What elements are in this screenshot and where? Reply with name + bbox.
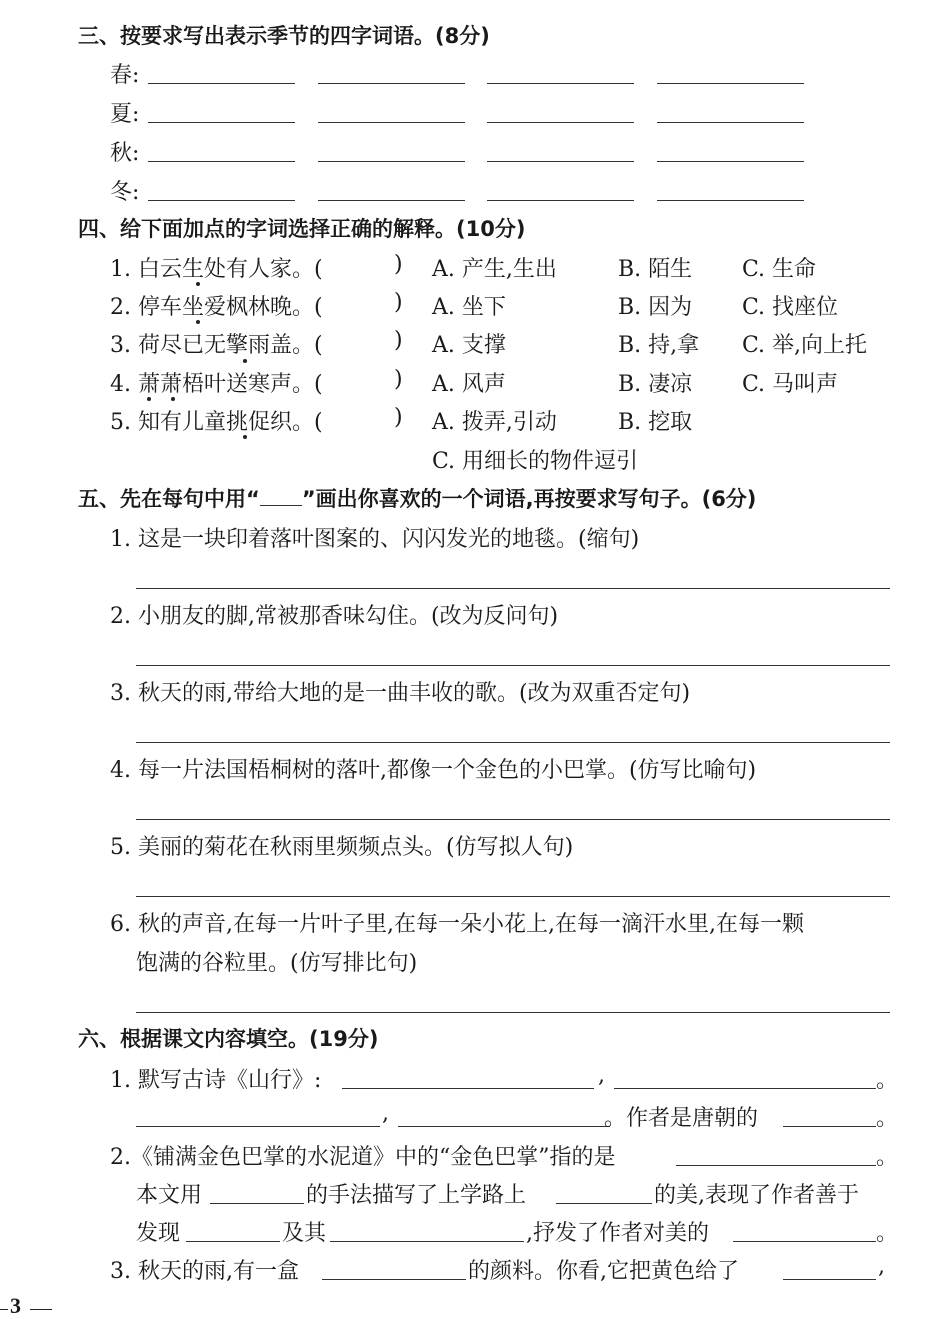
rewrite-question: 2. 小朋友的脚,常被那香味勾住。(改为反问句) bbox=[110, 604, 559, 629]
section-5-title bbox=[78, 483, 756, 513]
option-c: C. 举,向上托 bbox=[742, 333, 868, 358]
emphasis-dot bbox=[243, 359, 247, 363]
season-label-summer: 夏: bbox=[110, 102, 140, 127]
option-b: B. 因为 bbox=[618, 295, 693, 320]
option-c: C. 用细长的物件逗引 bbox=[432, 449, 639, 474]
answer-line[interactable] bbox=[318, 161, 465, 162]
question-text: 4. 萧萧梧叶送寒声。( bbox=[110, 372, 323, 397]
answer-line[interactable] bbox=[136, 819, 890, 820]
option-a: A. 风声 bbox=[432, 372, 506, 397]
option-c: C. 找座位 bbox=[742, 295, 839, 320]
fill-question-2: 2.《铺满金色巴掌的水泥道》中的“金色巴掌”指的是 bbox=[110, 1145, 616, 1170]
fill-question-1: 1. 默写古诗《山行》: bbox=[110, 1068, 322, 1093]
rewrite-question: 1. 这是一块印着落叶图案的、闪闪发光的地毯。(缩句) bbox=[110, 527, 640, 552]
answer-line[interactable] bbox=[657, 200, 804, 201]
answer-line[interactable] bbox=[487, 161, 634, 162]
punct-period: 。 bbox=[876, 1221, 899, 1246]
emphasis-dot bbox=[243, 435, 247, 439]
answer-bracket-close[interactable]: ) bbox=[394, 328, 403, 353]
emphasis-dot bbox=[196, 320, 200, 324]
season-label-autumn: 秋: bbox=[110, 141, 140, 166]
answer-line[interactable] bbox=[487, 122, 634, 123]
answer-line[interactable] bbox=[148, 122, 295, 123]
punct-period: 。 bbox=[876, 1145, 899, 1170]
answer-bracket-close[interactable]: ) bbox=[394, 252, 403, 277]
answer-bracket-close[interactable]: ) bbox=[394, 405, 403, 430]
punct-comma: , bbox=[878, 1254, 885, 1279]
fill-text: 及其 bbox=[282, 1221, 327, 1246]
question-text: 1. 白云生处有人家。( bbox=[110, 257, 323, 282]
answer-line[interactable] bbox=[318, 200, 465, 201]
season-label-winter: 冬: bbox=[110, 180, 140, 205]
section-4-title: 四、给下面加点的字词选择正确的解释。(10分) bbox=[78, 217, 526, 241]
blank-line[interactable] bbox=[783, 1279, 876, 1280]
section-5-title-part-a: 五、先在每句中用“ bbox=[78, 487, 260, 511]
question-text: 5. 知有儿童挑促织。( bbox=[110, 410, 323, 435]
blank-line[interactable] bbox=[398, 1126, 610, 1127]
fill-text: 的美,表现了作者善于 bbox=[654, 1183, 859, 1208]
emphasis-dot bbox=[147, 397, 151, 401]
answer-line[interactable] bbox=[136, 742, 890, 743]
answer-line[interactable] bbox=[487, 200, 634, 201]
option-c: C. 生命 bbox=[742, 257, 817, 282]
answer-line[interactable] bbox=[148, 161, 295, 162]
option-a: A. 支撑 bbox=[432, 333, 506, 358]
answer-line[interactable] bbox=[136, 588, 890, 589]
option-a: A. 坐下 bbox=[432, 295, 506, 320]
blank-line[interactable] bbox=[186, 1241, 280, 1242]
fill-text: 的手法描写了上学路上 bbox=[306, 1183, 527, 1208]
blank-line[interactable] bbox=[342, 1088, 594, 1089]
answer-line[interactable] bbox=[657, 122, 804, 123]
blank-line[interactable] bbox=[783, 1126, 876, 1127]
author-prompt: 。作者是唐朝的 bbox=[604, 1106, 759, 1131]
blank-line[interactable] bbox=[322, 1279, 466, 1280]
answer-line[interactable] bbox=[136, 1012, 890, 1013]
rewrite-question: 4. 每一片法国梧桐树的落叶,都像一个金色的小巴掌。(仿写比喻句) bbox=[110, 758, 757, 783]
rewrite-question: 3. 秋天的雨,带给大地的是一曲丰收的歌。(改为双重否定句) bbox=[110, 681, 691, 706]
answer-line[interactable] bbox=[136, 896, 890, 897]
answer-line[interactable] bbox=[487, 83, 634, 84]
answer-line[interactable] bbox=[318, 83, 465, 84]
section-6-title: 六、根据课文内容填空。(19分) bbox=[78, 1027, 379, 1051]
punct-comma: , bbox=[382, 1101, 389, 1126]
answer-line[interactable] bbox=[148, 200, 295, 201]
page-number-dash-right bbox=[30, 1309, 52, 1310]
answer-line[interactable] bbox=[318, 122, 465, 123]
fill-text: 本文用 bbox=[136, 1183, 203, 1208]
fill-text: ,抒发了作者对美的 bbox=[526, 1221, 709, 1246]
question-text: 2. 停车坐爱枫林晚。( bbox=[110, 295, 323, 320]
question-text: 3. 荷尽已无擎雨盖。( bbox=[110, 333, 323, 358]
rewrite-question: 5. 美丽的菊花在秋雨里频频点头。(仿写拟人句) bbox=[110, 835, 574, 860]
option-b: B. 挖取 bbox=[618, 410, 693, 435]
emphasis-dot bbox=[196, 282, 200, 286]
fill-text: 发现 bbox=[136, 1221, 181, 1246]
fill-question-3: 3. 秋天的雨,有一盒 bbox=[110, 1259, 299, 1284]
blank-line[interactable] bbox=[733, 1241, 876, 1242]
fill-text: 的颜料。你看,它把黄色给了 bbox=[468, 1259, 739, 1284]
blank-line[interactable] bbox=[676, 1165, 876, 1166]
option-a: A. 拨弄,引动 bbox=[432, 410, 557, 435]
section-3-title: 三、按要求写出表示季节的四字词语。(8分) bbox=[78, 24, 490, 48]
option-a: A. 产生,生出 bbox=[432, 257, 557, 282]
answer-bracket-close[interactable]: ) bbox=[394, 290, 403, 315]
option-b: B. 凄凉 bbox=[618, 372, 693, 397]
answer-line[interactable] bbox=[657, 161, 804, 162]
blank-line[interactable] bbox=[614, 1088, 876, 1089]
option-b: B. 陌生 bbox=[618, 257, 693, 282]
blank-line[interactable] bbox=[210, 1203, 304, 1204]
rewrite-question-continued: 饱满的谷粒里。(仿写排比句) bbox=[136, 951, 418, 976]
section-5-title-part-b: ”画出你喜欢的一个词语,再按要求写句子。(6分) bbox=[301, 487, 757, 511]
blank-line[interactable] bbox=[330, 1241, 524, 1242]
emphasis-dot bbox=[171, 397, 175, 401]
underline-sample bbox=[260, 487, 302, 506]
answer-line[interactable] bbox=[136, 665, 890, 666]
answer-line[interactable] bbox=[657, 83, 804, 84]
blank-line[interactable] bbox=[556, 1203, 652, 1204]
page-number-dash-left bbox=[0, 1309, 8, 1310]
blank-line[interactable] bbox=[136, 1126, 380, 1127]
option-b: B. 持,拿 bbox=[618, 333, 700, 358]
page-number: 3 bbox=[10, 1293, 21, 1318]
season-label-spring: 春: bbox=[110, 63, 140, 88]
answer-bracket-close[interactable]: ) bbox=[394, 367, 403, 392]
punct-period: 。 bbox=[876, 1068, 899, 1093]
answer-line[interactable] bbox=[148, 83, 295, 84]
option-c: C. 马叫声 bbox=[742, 372, 839, 397]
punct-period: 。 bbox=[876, 1106, 899, 1131]
punct-comma: , bbox=[598, 1063, 605, 1088]
rewrite-question: 6. 秋的声音,在每一片叶子里,在每一朵小花上,在每一滴汗水里,在每一颗 bbox=[110, 912, 804, 937]
